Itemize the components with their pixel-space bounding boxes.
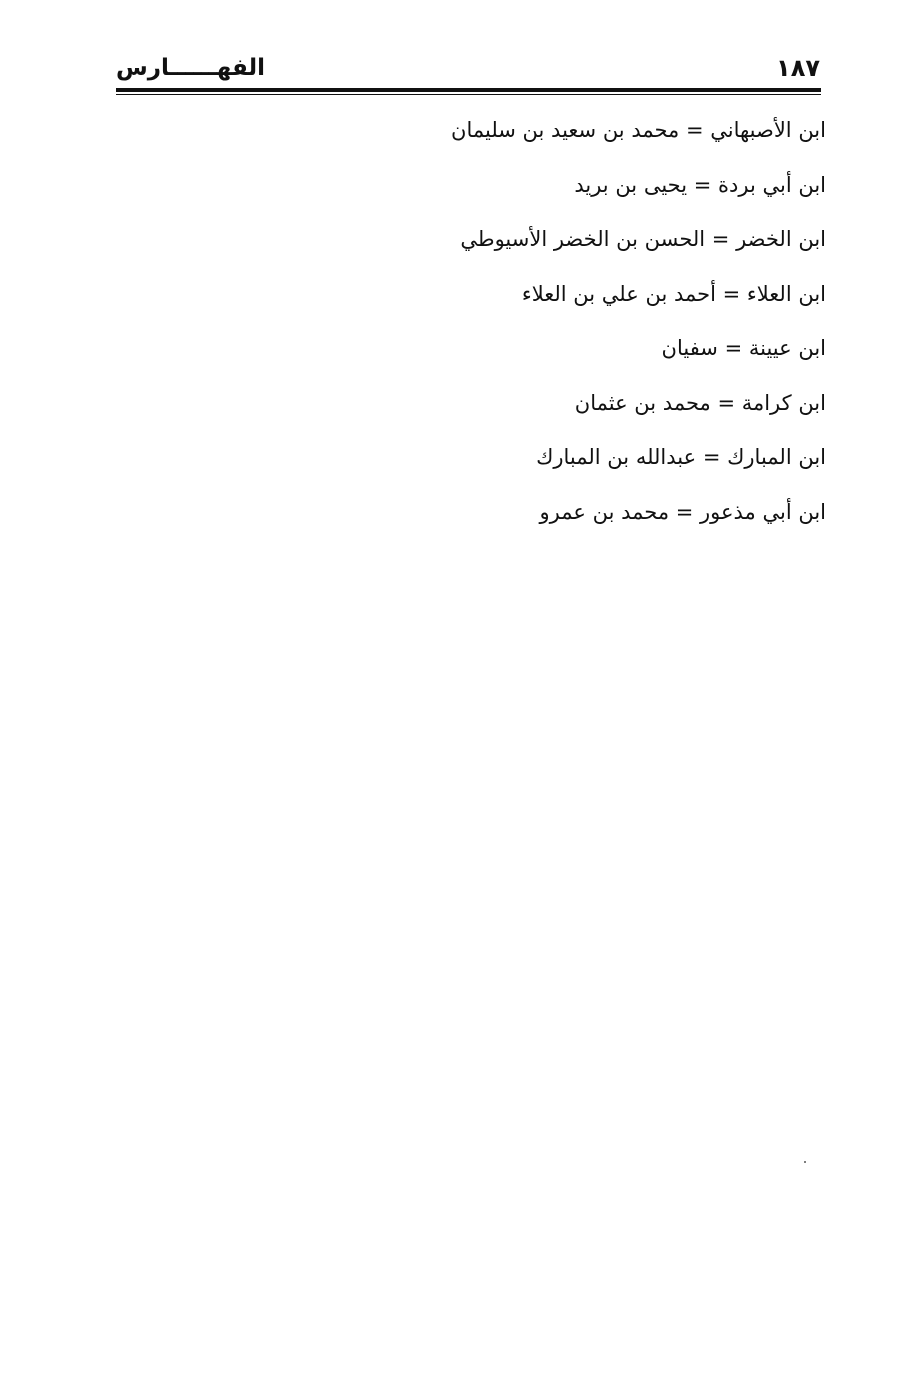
section-title: الفهــــــارس bbox=[116, 55, 266, 81]
scan-speck bbox=[804, 1161, 806, 1163]
index-entry: ابن عيينة = سفيان bbox=[661, 336, 826, 360]
index-entry: ابن الأصبهاني = محمد بن سعيد بن سليمان bbox=[451, 118, 826, 142]
page-number: ١٨٧ bbox=[776, 54, 820, 82]
index-entries-list bbox=[366, 112, 826, 548]
index-entry: ابن المبارك = عبدالله بن المبارك bbox=[536, 445, 826, 469]
index-entry: ابن أبي مذعور = محمد بن عمرو bbox=[539, 499, 826, 524]
header-divider-thick bbox=[116, 88, 821, 92]
page-header bbox=[116, 50, 820, 86]
header-divider-thin bbox=[116, 94, 821, 95]
index-entry: ابن العلاء = أحمد بن علي بن العلاء bbox=[521, 281, 826, 306]
index-entry: ابن أبي بردة = يحيى بن بريد bbox=[574, 172, 826, 197]
index-entry: ابن الخضر = الحسن بن الخضر الأسيوطي bbox=[460, 227, 826, 251]
index-entry: ابن كرامة = محمد بن عثمان bbox=[574, 390, 826, 415]
